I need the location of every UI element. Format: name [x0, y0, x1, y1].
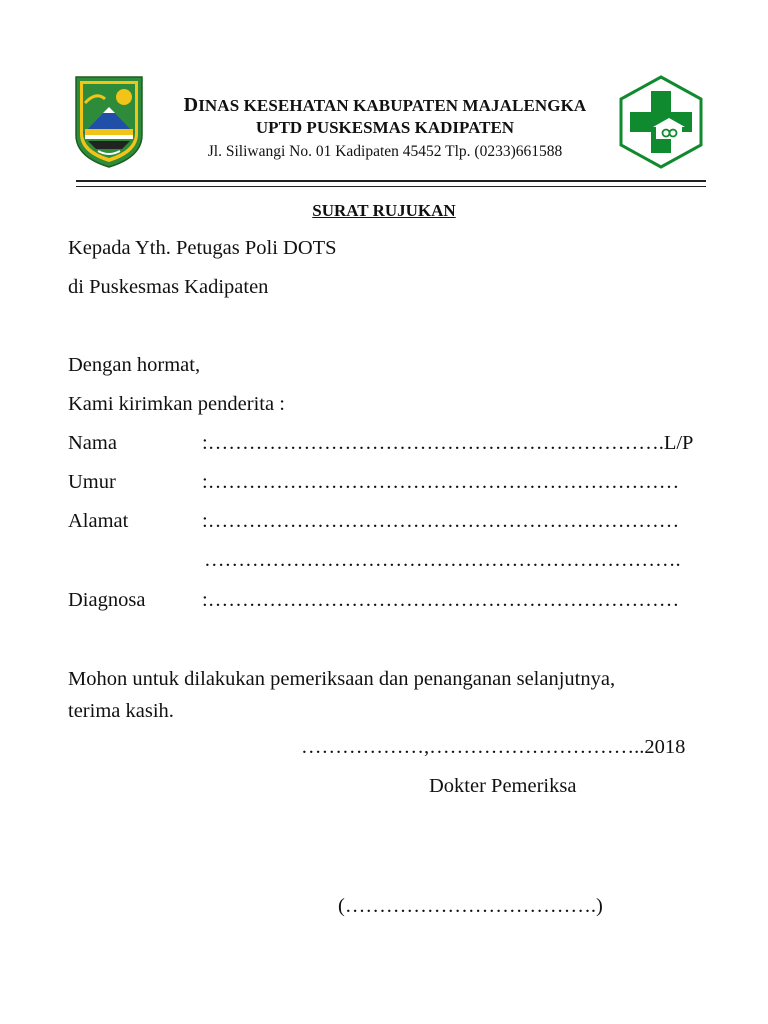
letterhead-unit-name: UPTD PUSKESMAS KADIPATEN [255, 118, 515, 137]
signature-role: Dokter Pemeriksa [429, 775, 577, 797]
umur-field: :…………………………………………………………… [202, 471, 680, 493]
intro-text: Kami kirimkan penderita : [68, 393, 285, 415]
nama-field: :………………………………………………………….L/P [202, 432, 694, 454]
alamat-label: Alamat [68, 510, 129, 532]
document-title: SURAT RUJUKAN [312, 201, 456, 220]
salutation: Dengan hormat, [68, 354, 201, 376]
recipient-line-1: Kepada Yth. Petugas Poli DOTS [68, 237, 337, 259]
umur-label: Umur [68, 471, 116, 493]
recipient-line-2: di Puskesmas Kadipaten [68, 276, 269, 298]
signature-name-line: (……………………………….) [338, 895, 603, 917]
puskesmas-green-cross-icon [619, 75, 703, 169]
letterhead-divider-thin [76, 186, 706, 187]
diagnosa-field: :…………………………………………………………… [202, 589, 680, 611]
signature-date-line: ………………,…………………………..2018 [301, 736, 686, 758]
alamat-field-line-1: :…………………………………………………………… [202, 510, 680, 532]
closing-line-2: terima kasih. [68, 700, 174, 722]
letterhead-initial: D [183, 94, 199, 116]
alamat-field-line-2: ……………………………………………………………. [204, 549, 681, 571]
letterhead-agency-rest: INAS KESEHATAN KABUPATEN MAJALENGKA [198, 96, 587, 115]
nama-label: Nama [68, 432, 117, 454]
letterhead-divider-thick [76, 180, 706, 182]
diagnosa-label: Diagnosa [68, 589, 146, 611]
letterhead-agency-name [150, 94, 620, 117]
closing-line-1: Mohon untuk dilakukan pemeriksaan dan penanganan selanjutnya, [68, 668, 616, 690]
majalengka-regency-seal-icon [72, 73, 146, 169]
letterhead-address: Jl. Siliwangi No. 01 Kadipaten 45452 Tlp. (0233)661588 [207, 143, 563, 160]
